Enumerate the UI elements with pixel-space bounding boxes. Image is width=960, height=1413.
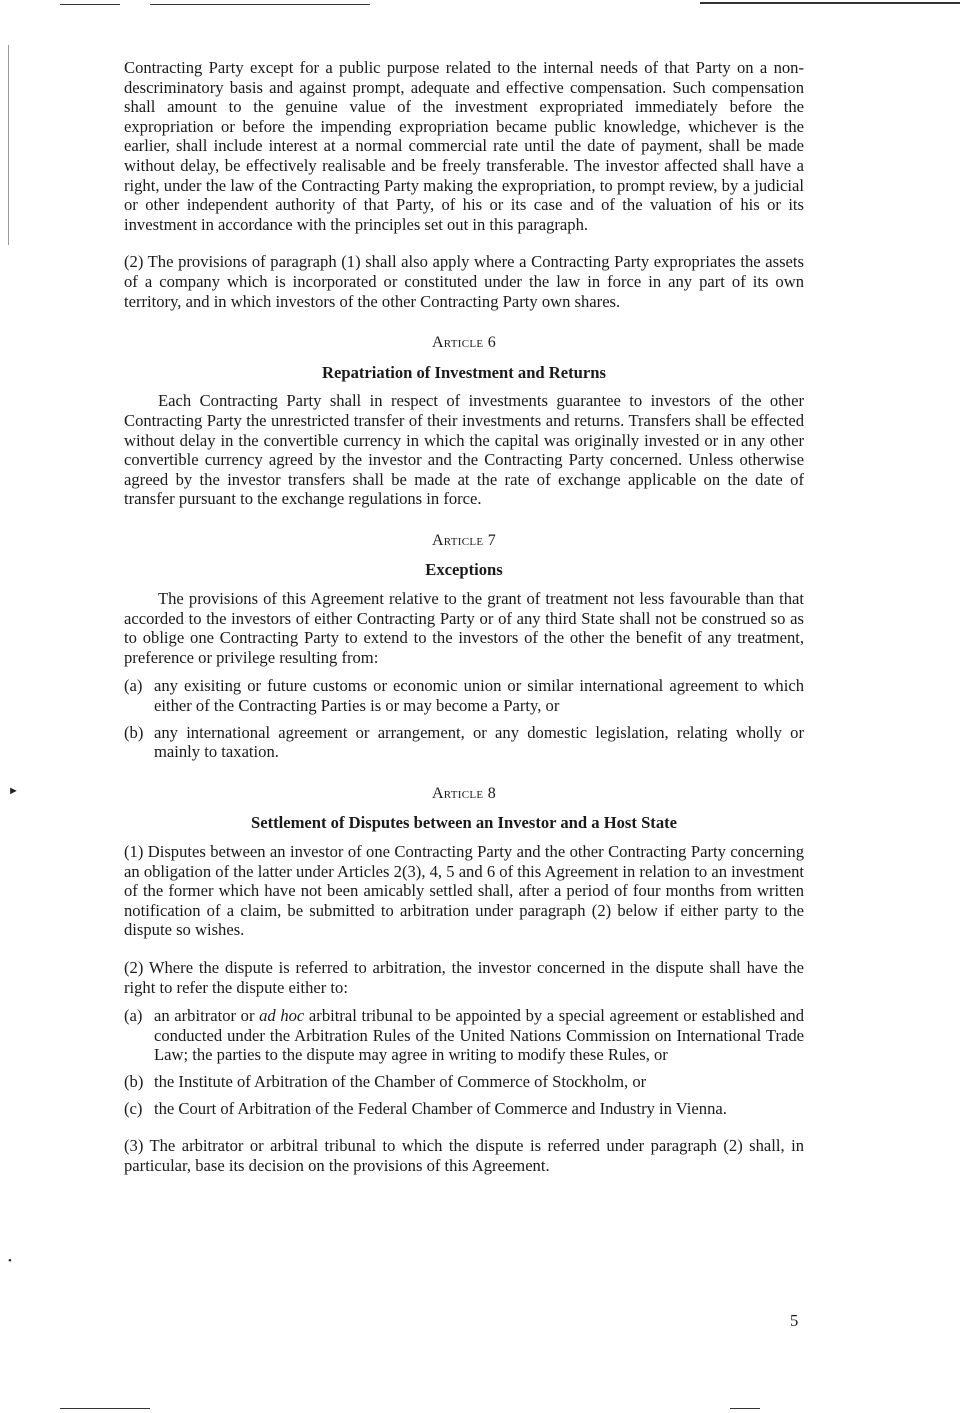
scan-line-top-mid xyxy=(150,4,370,5)
article-8-paragraph-2: (2) Where the dispute is referred to arbitration, the investor concerned in the dispute shall have the right to refer the dispute either to: xyxy=(124,957,804,997)
list-item xyxy=(124,1006,804,1065)
scan-line-bottom-left xyxy=(60,1408,150,1409)
article-7-body: The provisions of this Agreement relative to the grant of treatment not less favourable than that accorded to the investors of either Contracting Party or of any third State shall not be construed so as to oblige one Contracting Party to extend to the investors of the other the benefit of any treatment, preference or privilege resulting from: xyxy=(124,589,804,667)
margin-mark: • xyxy=(8,1255,12,1267)
article-8-paragraph-1: (1) Disputes between an investor of one Contracting Party and the other Contracting Party concerning an obligation of the latter under Articles 2(3), 4, 5 and 6 of this Agreement in relation to an investment of the former which have not been amicably settled shall, after a period of four months from written notification of a claim, be submitted to arbitration under paragraph (2) below if either party to the dispute so wishes. xyxy=(124,842,804,940)
intro-paragraph-1: Contracting Party except for a public purpose related to the internal needs of that Party on a non-descriminatory basis and against prompt, adequate and effective compensation. Such compensation shall amount to the genuine value of the investment expropriated immediately before the expropriation or before the impending expropriation became public knowledge, whichever is the earlier, shall include interest at a normal commercial rate until the date of payment, shall be made without delay, be effectively realisable and be freely transferable. The investor affected shall have a right, under the law of the Contracting Party making the expropriation, to prompt review, by a judicial or other independent authority of that Party, of his or its case and of the valuation of his or its investment in accordance with the principles set out in this paragraph. xyxy=(124,58,804,234)
margin-mark: ► xyxy=(8,785,19,797)
article-8-paragraph-3: (3) The arbitrator or arbitral tribunal to which the dispute is referred under paragraph (2) shall, in particular, base its decision on the provisions of this Agreement. xyxy=(124,1136,804,1175)
intro-paragraph-2: (2) The provisions of paragraph (1) shall also apply where a Contracting Party expropriates the assets of a company which is incorporated or constituted under the law in force in any part of its own territory, and in which investors of the other Contracting Party own shares. xyxy=(124,252,804,311)
list-marker: (c) xyxy=(124,1098,143,1118)
list-item xyxy=(124,1099,804,1119)
list-text-part: an arbitrator or xyxy=(154,1006,260,1026)
page-number: 5 xyxy=(790,1311,799,1330)
list-marker: (a) xyxy=(124,676,143,696)
list-text xyxy=(154,1006,804,1065)
list-marker: (b) xyxy=(124,1071,144,1091)
article-6-title: Repatriation of Investment and Returns xyxy=(322,362,606,382)
article-7-title: Exceptions xyxy=(425,560,503,580)
list-text: any international agreement or arrangement, or any domestic legislation, relating wholly or mainly to taxation. xyxy=(154,722,804,762)
article-8-title: Settlement of Disputes between an Investor and a Host State xyxy=(250,813,678,833)
article-7-heading: Article 7 xyxy=(431,531,497,549)
list-item xyxy=(124,723,804,762)
list-marker: (a) xyxy=(124,1006,143,1026)
article-8-heading: Article 8 xyxy=(431,784,497,802)
list-text-part: arbitral tribunal to be appointed by a special agreement or established and conducted under the Arbitration Rules of the United Nations Commission on International Trade Law; the parties to the dispute may agree in writing to modify these Rules, or xyxy=(154,1006,804,1065)
article-8-list xyxy=(124,1006,804,1118)
scan-line-top-right xyxy=(700,2,960,4)
article-6-heading: Article 6 xyxy=(431,334,497,352)
article-7-list xyxy=(124,676,804,761)
list-text: the Institute of Arbitration of the Chamber of Commerce of Stockholm, or xyxy=(154,1071,647,1091)
list-text-italic: ad hoc xyxy=(259,1006,305,1026)
scan-line-left-margin xyxy=(8,45,9,245)
list-text: any exisiting or future customs or economic union or similar international agreement to which either of the Contracting Parties is or may become a Party, or xyxy=(154,676,804,716)
list-marker: (b) xyxy=(124,722,144,742)
scan-line-bottom-right xyxy=(730,1408,760,1409)
scan-line-top-left xyxy=(60,4,120,5)
document-page xyxy=(124,58,804,1175)
list-item xyxy=(124,1072,804,1092)
list-text: the Court of Arbitration of the Federal Chamber of Commerce and Industry in Vienna. xyxy=(154,1098,727,1118)
article-6-body: Each Contracting Party shall in respect of investments guarantee to investors of the other Contracting Party the unrestricted transfer of their investments and returns. Transfers shall be effected without delay in the convertible currency in which the capital was originally invested or in any other convertible currency agreed by the investor and the Contracting Party concerned. Unless otherwise agreed by the investor transfers shall be made at the rate of exchange applicable on the date of transfer pursuant to the exchange regulations in force. xyxy=(124,391,804,509)
list-item xyxy=(124,676,804,715)
